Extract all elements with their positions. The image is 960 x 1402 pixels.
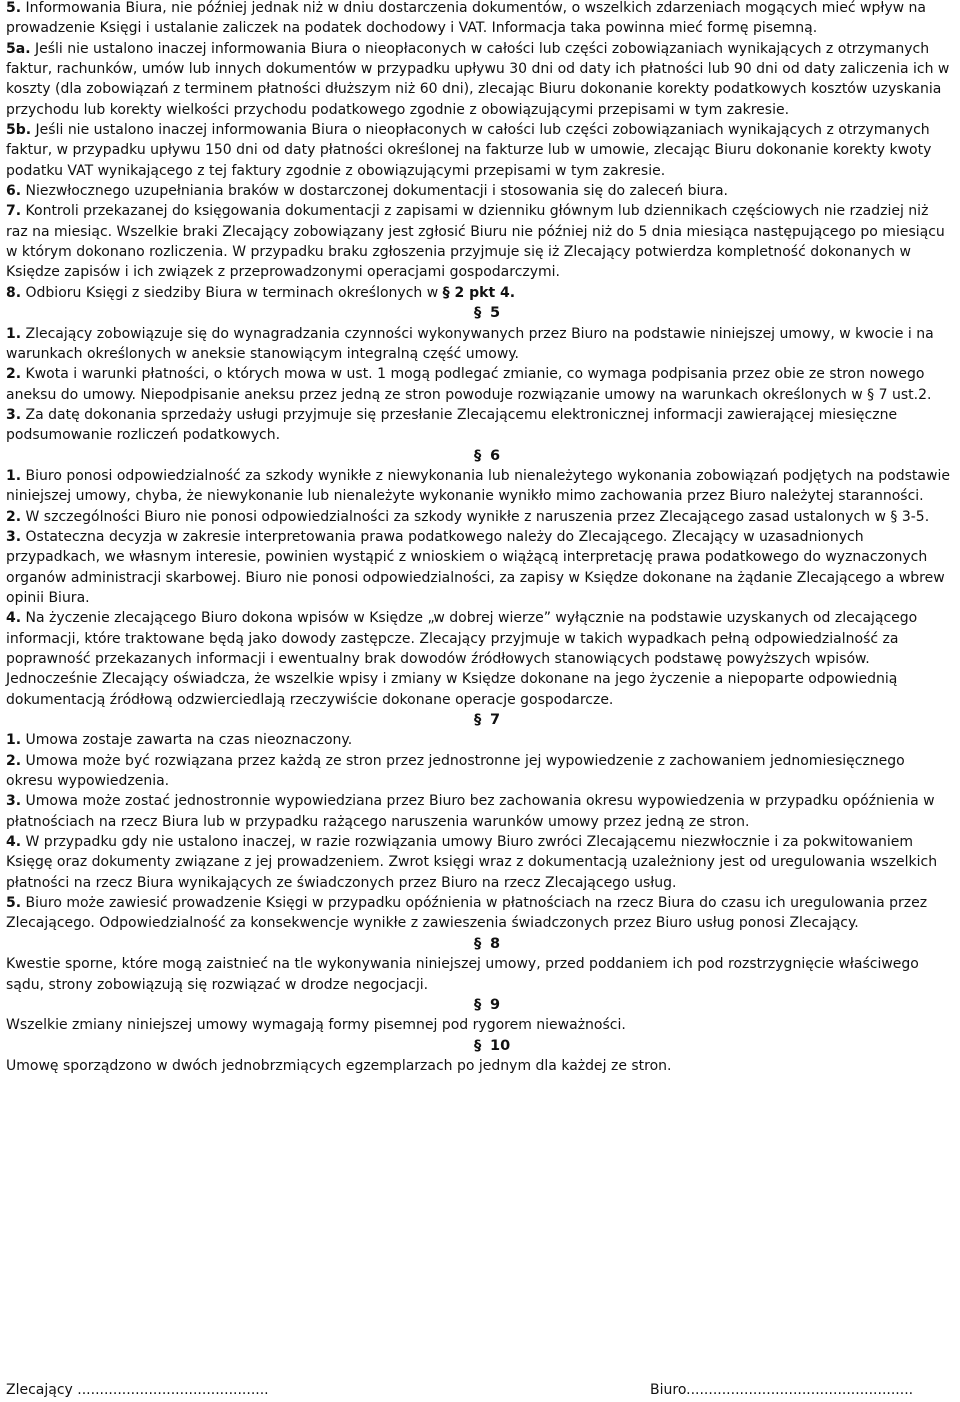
clause-text: Odbioru Księgi z siedziby Biura w terminach określonych w [25, 284, 439, 301]
clause-paragraph [6, 832, 954, 893]
section-sign: § [474, 935, 482, 952]
section-heading [6, 710, 954, 730]
section-sign: § [474, 447, 482, 464]
contract-body [6, 0, 954, 1076]
clause-text: Niezwłocznego uzupełniania braków w dostarczonej dokumentacji i stosowania się do zaleceń biura. [25, 183, 729, 200]
clause-paragraph [6, 893, 954, 934]
clause-paragraph [6, 181, 954, 201]
office-signature-field: Biuro................................................... [650, 1382, 914, 1398]
clause-number: 7. [6, 203, 22, 220]
section-heading [6, 934, 954, 954]
clause-paragraph [6, 1056, 954, 1076]
section-heading [6, 303, 954, 323]
clause-number: 1. [6, 325, 22, 342]
clause-number: 2. [6, 752, 22, 769]
clause-text: Biuro ponosi odpowiedzialność za szkody wynikłe z niewykonania lub nienależytego wykonania zobowiązań podjętych na podstawie niniejszej umowy, chyba, że niewykonanie lub nienależyte wykonanie wynikło mimo zachowania przez Biuro należytej staranności. [6, 467, 950, 505]
section-number: 5 [490, 305, 501, 322]
clause-text: Jeśli nie ustalono inaczej informowania Biura o nieopłaconych w całości lub części zobowiązaniach wynikających z otrzymanych faktur, rachunków, umów lub innych dokumentów w przypadku upływu 30 dni od daty ich płatności lub 90 dni od daty zaliczenia ich w koszty (dla zobowiązań z terminem płatności dłuższym niż 60 dni), zlecając Biuru dokonanie korekty podatkowych kosztów uzyskania przychodu lub korekty wielkości przychodu podatkowego zgodnie z obowiązującymi przepisami w tym zakresie. [6, 40, 950, 118]
section-number: 9 [490, 996, 501, 1013]
section-reference: § 2 pkt 4. [442, 284, 516, 301]
clause-text: Umowa zostaje zawarta na czas nieoznaczony. [25, 732, 353, 749]
clause-text: Jeśli nie ustalono inaczej informowania Biura o nieopłaconych w całości lub części zobowiązaniach wynikających z otrzymanych faktur, w przypadku upływu 150 dni od daty płatności określonej na fakturze lub w umowie, zlecając Biuru dokonanie korekty kwoty podatku VAT wynikającego z tej faktury zgodnie z obowiązującymi przepisami w tym zakresie. [6, 122, 932, 179]
clause-paragraph [6, 730, 954, 750]
clause-number: 3. [6, 528, 22, 545]
clause-text: Na życzenie zlecającego Biuro dokona wpisów w Księdze „w dobrej wierze” wyłącznie na podstawie uzyskanych od zlecającego informacji, które traktowane będą jako dowody zastępcze. Zlecający przyjmuje w takich wypadkach pełną odpowiedzialność za poprawność przekazanych informacji i ewentualny brak dowodów źródłowych stanowiących podstawę powyższych wpisów. Jednocześnie Zlecający oświadcza, że wszelkie wpisy i zmiany w Księdze dokonane na jego życzenie a niepoparte odpowiednią dokumentacją źródłową odzwierciedlają rzeczywiście dokonane operacje gospodarcze. [6, 610, 918, 708]
clause-number: 6. [6, 183, 22, 200]
clause-text: W przypadku gdy nie ustalono inaczej, w razie rozwiązania umowy Biuro zwróci Zlecającemu niezwłocznie i za pokwitowaniem Księgę oraz dokumenty związane z jej prowadzeniem. Zwrot księgi wraz z dokumentacją uzależniony jest od uregulowania wszelkich płatności na rzecz Biura wynikających ze świadczonych przez Biuro na rzecz Zlecającego usług. [6, 834, 938, 891]
clause-number: 3. [6, 793, 22, 810]
clause-paragraph [6, 954, 954, 995]
clause-paragraph [6, 791, 954, 832]
clause-paragraph [6, 507, 954, 527]
clause-number: 3. [6, 406, 22, 423]
clause-paragraph [6, 405, 954, 446]
clause-paragraph [6, 1015, 954, 1035]
clause-number: 5b. [6, 122, 32, 139]
clause-text: Wszelkie zmiany niniejszej umowy wymagają formy pisemnej pod rygorem nieważności. [6, 1017, 626, 1034]
clause-number: 2. [6, 366, 22, 383]
clause-paragraph [6, 39, 954, 120]
clause-text: Za datę dokonania sprzedaży usługi przyjmuje się przesłanie Zlecającemu elektronicznej informacji zawierającej miesięczne podsumowanie rozliczeń podatkowych. [6, 406, 898, 444]
section-number: 7 [490, 712, 501, 729]
clause-paragraph [6, 324, 954, 365]
clause-paragraph [6, 608, 954, 710]
clause-text: Kwota i warunki płatności, o których mowa w ust. 1 mogą podlegać zmianie, co wymaga podpisania przez obie ze stron nowego aneksu do umowy. Niepodpisanie aneksu przez jedną ze stron powoduje rozwiązanie umowy na warunkach określonych w § 7 ust.2. [6, 366, 932, 403]
clause-number: 5. [6, 0, 22, 16]
clause-paragraph [6, 751, 954, 792]
clause-number: 4. [6, 610, 22, 627]
clause-paragraph [6, 283, 954, 303]
section-sign: § [474, 1037, 482, 1054]
clause-text: Ostateczna decyzja w zakresie interpretowania prawa podatkowego należy do Zlecającego. Zlecający w uzasadnionych przypadkach, we własnym interesie, powinien wystąpić z wnioskiem o wiążącą interpretację prawa podatkowego do wyznaczonych organów administracji skarbowej. Biuro nie ponosi odpowiedzialności, za zapisy w Księdze dokonane na żądanie Zlecającego a wbrew opinii Biura. [6, 528, 945, 606]
clause-paragraph [6, 466, 954, 507]
section-number: 8 [490, 935, 501, 952]
section-heading [6, 1036, 954, 1056]
section-number: 10 [490, 1037, 511, 1054]
clause-text: Biuro może zawiesić prowadzenie Księgi w przypadku opóźnienia w płatnościach na rzecz Biura do czasu ich uregulowania przez Zlecającego. Odpowiedzialność za konsekwencje wynikłe z zawieszenia świadczonych przez Biuro usług ponosi Zlecający. [6, 895, 928, 932]
clause-paragraph [6, 201, 954, 282]
section-sign: § [474, 305, 482, 322]
clause-number: 5a. [6, 40, 31, 57]
clause-text: Informowania Biura, nie później jednak niż w dniu dostarczenia dokumentów, o wszelkich zdarzeniach mogących mieć wpływ na prowadzenie Księgi i ustalanie zaliczek na podatek dochodowy i VAT. Informacja taka powinna mieć formę pisemną. [6, 0, 927, 37]
clause-paragraph [6, 527, 954, 608]
section-sign: § [474, 712, 482, 729]
section-heading [6, 995, 954, 1015]
clause-number: 5. [6, 895, 22, 912]
clause-number: 8. [6, 284, 22, 301]
clause-number: 4. [6, 834, 22, 851]
section-heading [6, 446, 954, 466]
clause-text: W szczególności Biuro nie ponosi odpowiedzialności za szkody wynikłe z naruszenia przez Zlecającego zasad ustalonych w § 3-5. [25, 508, 930, 525]
clause-paragraph [6, 120, 954, 181]
section-sign: § [474, 996, 482, 1013]
clause-text: Umowa może być rozwiązana przez każdą ze stron przez jednostronne jej wypowiedzenie z zachowaniem jednomiesięcznego okresu wypowiedzenia. [6, 752, 905, 790]
section-number: 6 [490, 447, 501, 464]
clause-text: Kwestie sporne, które mogą zaistnieć na tle wykonywania niniejszej umowy, przed poddaniem ich pod rozstrzygnięcie właściwego sądu, strony zobowiązują się rozwiązać w drodze negocjacji. [6, 956, 919, 993]
clause-paragraph [6, 364, 954, 405]
clause-text: Kontroli przekazanej do księgowania dokumentacji z zapisami w dzienniku głównym lub dziennikach częściowych nie rzadziej niż raz na miesiąc. Wszelkie braki Zlecający zobowiązany jest zgłosić Biuru nie później niż do 5 dnia miesiąca następującego po miesiącu w którym dokonano rozliczenia. W przypadku braku zgłoszenia przyjmuje się iż Zlecający potwierdza kompletność dokonanych w Księdze zapisów i ich związek z przeprowadzonymi operacjami gospodarczymi. [6, 203, 945, 281]
clause-text: Zlecający zobowiązuje się do wynagradzania czynności wykonywanych przez Biuro na podstawie niniejszej umowy, w kwocie i na warunkach określonych w aneksie stanowiącym integralną część umowy. [6, 325, 934, 362]
clause-text: Umowę sporządzono w dwóch jednobrzmiących egzemplarzach po jednym dla każdej ze stron. [6, 1057, 672, 1074]
client-signature-field: Zlecający ........................................... [6, 1382, 269, 1398]
clause-number: 1. [6, 732, 22, 749]
clause-text: Umowa może zostać jednostronnie wypowiedziana przez Biuro bez zachowania okresu wypowiedzenia w przypadku opóźnienia w płatnościach na rzecz Biura lub w przypadku rażącego naruszenia warunków umowy przez jedną ze stron. [6, 793, 935, 830]
clause-paragraph [6, 0, 954, 39]
signature-line [6, 1380, 954, 1400]
clause-number: 2. [6, 508, 22, 525]
clause-number: 1. [6, 467, 22, 484]
